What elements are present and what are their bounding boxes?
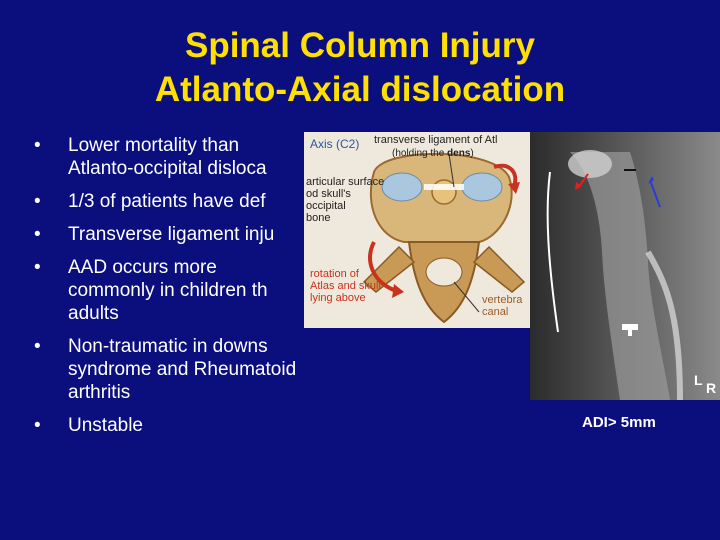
bullet-item xyxy=(34,335,364,404)
bullet-text: Transverse ligament inju xyxy=(68,224,275,245)
bullet-dot: • xyxy=(34,224,41,245)
cervical-xray-image xyxy=(530,132,720,400)
title-line-1: Spinal Column Injury xyxy=(184,26,536,65)
label-holding-dens xyxy=(392,148,474,160)
title-line-2: Atlanto-Axial dislocation xyxy=(154,70,566,109)
label-axis-c2: Axis (C2) xyxy=(310,137,360,151)
bullet-dot: • xyxy=(34,191,41,212)
label-transverse-ligament: transverse ligament of Atl xyxy=(374,134,498,146)
bullet-dot: • xyxy=(34,135,41,156)
bullet-text: AAD occurs more commonly in children th adults xyxy=(68,257,268,324)
xray-marker-l: L xyxy=(694,372,703,388)
slide-title xyxy=(0,24,720,112)
bullet-item xyxy=(34,414,364,437)
holding-dens-bold: dens xyxy=(447,148,471,159)
holding-suffix: ) xyxy=(470,148,474,159)
bullet-text: Unstable xyxy=(68,415,143,436)
bullet-text: 1/3 of patients have def xyxy=(68,191,266,212)
label-vertebral-canal: vertebra canal xyxy=(482,294,523,318)
adi-caption: ADI> 5mm xyxy=(582,414,656,431)
bullet-text: Non-traumatic in downs syndrome and Rheumatoid arthritis xyxy=(68,336,297,403)
bullet-dot: • xyxy=(34,415,41,436)
label-articular-surface: articular surface od skull's occipital bone xyxy=(306,176,385,224)
atlas-axis-illustration xyxy=(304,132,536,328)
xray-drawing xyxy=(530,132,720,400)
bullet-text: Lower mortality than Atlanto-occipital disloca xyxy=(68,135,267,179)
xray-marker-r: R xyxy=(706,380,717,396)
label-rotation: rotation of Atlas and skull lying above xyxy=(310,268,381,304)
holding-prefix: (holding the xyxy=(392,148,448,159)
bullet-dot: • xyxy=(34,336,41,357)
bullet-dot: • xyxy=(34,257,41,278)
